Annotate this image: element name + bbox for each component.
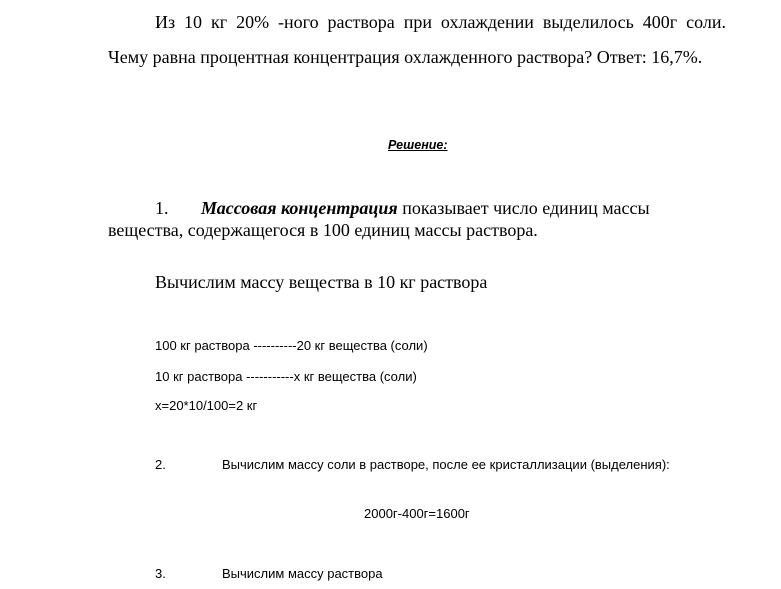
proportion-line-1 xyxy=(155,338,428,353)
proportion-line-3 xyxy=(155,398,257,413)
proportion-text-2: 10 кг раствора -----------х кг вещества (соли) xyxy=(155,369,417,384)
step-2-number-text: 2. xyxy=(155,457,166,472)
step-2-formula xyxy=(364,506,470,521)
solution-heading xyxy=(388,138,448,152)
step-2-number xyxy=(155,457,166,472)
problem-text-1: Из 10 кг 20% -ного раствора при охлаждении выделилось 400г соли. xyxy=(155,12,726,32)
proportion-text-3: х=20*10/100=2 кг xyxy=(155,398,258,413)
step-2-text-content: Вычислим массу соли в растворе, после ее кристаллизации (выделения): xyxy=(222,457,670,472)
step-2-formula-text: 2000г-400г=1600г xyxy=(364,506,470,521)
proportion-line-2 xyxy=(155,369,417,384)
step-1-line-2 xyxy=(108,220,538,241)
step-1-number: 1. xyxy=(155,198,169,218)
step-1-text-2: вещества, содержащегося в 100 единиц массы раствора. xyxy=(108,220,538,240)
step-3-number-text: 3. xyxy=(155,566,166,581)
step-3-text-content: Вычислим массу раствора xyxy=(222,566,383,581)
problem-line-2 xyxy=(108,47,702,68)
calc-intro xyxy=(155,272,487,293)
step-1-line-1 xyxy=(155,198,650,219)
calc-intro-text: Вычислим массу вещества в 10 кг раствора xyxy=(155,272,488,292)
step-2-text xyxy=(222,457,670,472)
step-3-number xyxy=(155,566,166,581)
step-3-text xyxy=(222,566,383,581)
step-1-term: Массовая концентрация xyxy=(201,198,398,218)
problem-text-2: Чему равна процентная концентрация охлажденного раствора? Ответ: 16,7%. xyxy=(108,47,703,67)
step-1-text: показывает число единиц массы xyxy=(397,198,650,218)
solution-heading-text: Решение: xyxy=(388,138,448,152)
problem-line-1 xyxy=(155,12,726,33)
proportion-text-1: 100 кг раствора ----------20 кг вещества (соли) xyxy=(155,338,428,353)
